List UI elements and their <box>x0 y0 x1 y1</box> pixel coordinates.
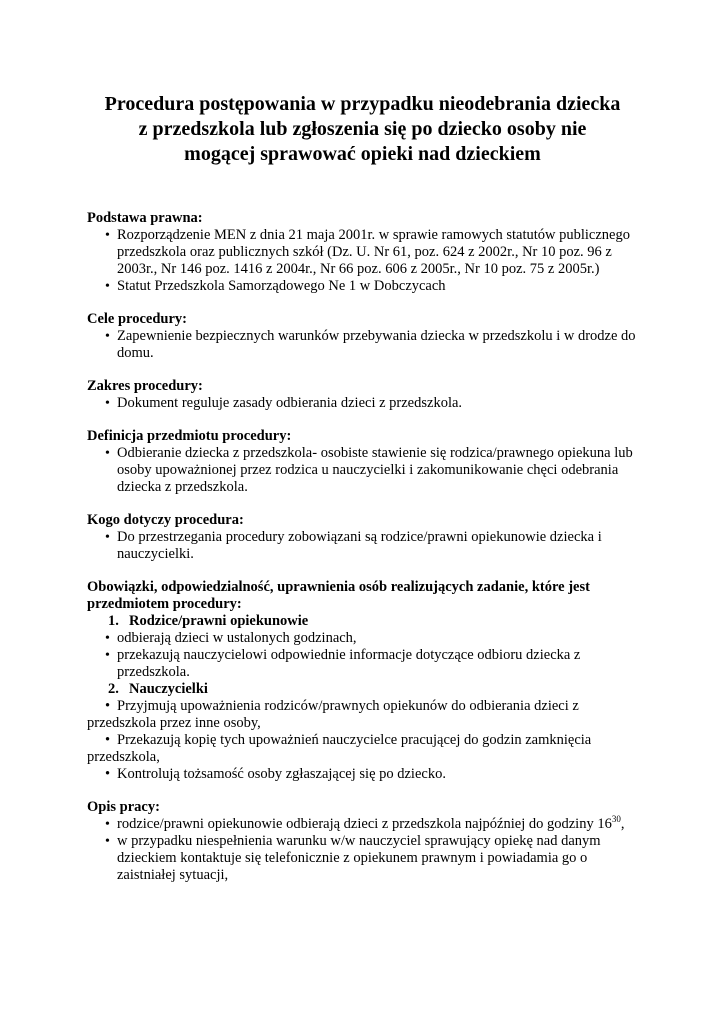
bullet-icon: • <box>105 698 111 714</box>
section-podstawa <box>87 210 647 295</box>
section-cele <box>87 311 647 362</box>
list-item <box>87 816 647 833</box>
bullet-list <box>87 328 647 362</box>
group-label: Rodzice/prawni opiekunowie <box>129 613 309 629</box>
section-obowiazki <box>87 579 647 783</box>
list-item: • odbierają dzieci w ustalonych godzinach, <box>87 630 647 647</box>
section-opis <box>87 799 647 884</box>
section-heading: Obowiązki, odpowiedzialność, uprawnienia osób realizujących zadanie, które jest przedmiotem procedury: <box>87 579 590 612</box>
bullet-list <box>87 816 647 884</box>
bullet-list <box>87 395 647 412</box>
section-heading: Kogo dotyczy procedura: <box>87 512 244 528</box>
suffix: , <box>620 816 625 832</box>
title-line-3: mogącej sprawować opieki nad dzieckiem <box>184 143 541 165</box>
bullet-icon: • <box>105 766 111 782</box>
list-item-text: Kontrolują tożsamość osoby zgłaszającej się po dziecko. <box>117 766 446 782</box>
section-heading: Cele procedury: <box>87 311 187 327</box>
section-heading: Podstawa prawna: <box>87 210 203 226</box>
title-line-2: z przedszkola lub zgłoszenia się po dziecko osoby nie <box>138 118 587 140</box>
bullet-list <box>87 227 647 295</box>
list-item-text: Przyjmują upoważnienia rodziców/prawnych opiekunów do odbierania dzieci z przedszkola przez inne osoby, <box>87 698 579 731</box>
list-item <box>87 766 647 783</box>
list-item: • Rozporządzenie MEN z dnia 21 maja 2001r. w sprawie ramowych statutów publicznego przedszkola oraz publicznych szkół (Dz. U. Nr 61, poz. 624 z 2002r., Nr 10 poz. 96 z 2003r., Nr 146 poz. 1416 z 2004r., Nr 66 poz. 606 z 2005r., Nr 10 poz. 75 z 2005r.) <box>87 227 647 278</box>
bullet-list <box>87 698 647 783</box>
list-item-text: Przekazują kopię tych upoważnień nauczycielce pracującej do godzin zamknięcia przedszkola, <box>87 732 592 765</box>
title-line-1: Procedura postępowania w przypadku nieodebrania dziecka <box>104 93 621 115</box>
group-label: Nauczycielki <box>129 681 208 697</box>
list-item <box>87 732 647 766</box>
minutes: 30 <box>611 814 621 825</box>
list-item: • Do przestrzegania procedury zobowiązani są rodzice/prawni opiekunowie dziecka i nauczycielki. <box>87 529 647 563</box>
section-heading: Opis pracy: <box>87 799 160 815</box>
section-zakres <box>87 378 647 412</box>
section-kogo <box>87 512 647 563</box>
document-title <box>60 92 665 167</box>
document-body <box>87 210 647 900</box>
bullet-list <box>87 529 647 563</box>
section-heading: Zakres procedury: <box>87 378 203 394</box>
list-item: • Zapewnienie bezpiecznych warunków przebywania dziecka w przedszkolu i w drodze do domu. <box>87 328 647 362</box>
list-item: • Statut Przedszkola Samorządowego Ne 1 w Dobczycach <box>87 278 647 295</box>
numbered-heading-1 <box>87 613 647 630</box>
hour: 16 <box>597 816 612 832</box>
section-definicja <box>87 428 647 496</box>
list-item: • w przypadku niespełnienia warunku w/w nauczyciel sprawujący opiekę nad danym dzieckiem kontaktuje się telefonicznie z opiekunem prawnym i powiadamia go o zaistniałej sytuacji, <box>87 833 647 884</box>
bullet-list <box>87 445 647 496</box>
section-heading: Definicja przedmiotu procedury: <box>87 428 292 444</box>
bullet-icon: • <box>105 732 111 748</box>
list-item: • przekazują nauczycielowi odpowiednie informacje dotyczące odbioru dziecka z przedszkola. <box>87 647 647 681</box>
list-item: • Odbieranie dziecka z przedszkola- osobiste stawienie się rodzica/prawnego opiekuna lub osoby upoważnionej przez rodzica u nauczycielki i zakomunikowanie chęci odebrania dziecka z przedszkola. <box>87 445 647 496</box>
list-item-text: rodzice/prawni opiekunowie odbierają dzieci z przedszkola najpóźniej do godziny <box>117 816 594 832</box>
numbered-heading-2 <box>87 681 647 698</box>
bullet-list <box>87 630 647 681</box>
list-item <box>87 698 647 732</box>
list-item: • Dokument reguluje zasady odbierania dzieci z przedszkola. <box>87 395 647 412</box>
number: 2. <box>108 681 119 697</box>
number: 1. <box>108 613 119 629</box>
